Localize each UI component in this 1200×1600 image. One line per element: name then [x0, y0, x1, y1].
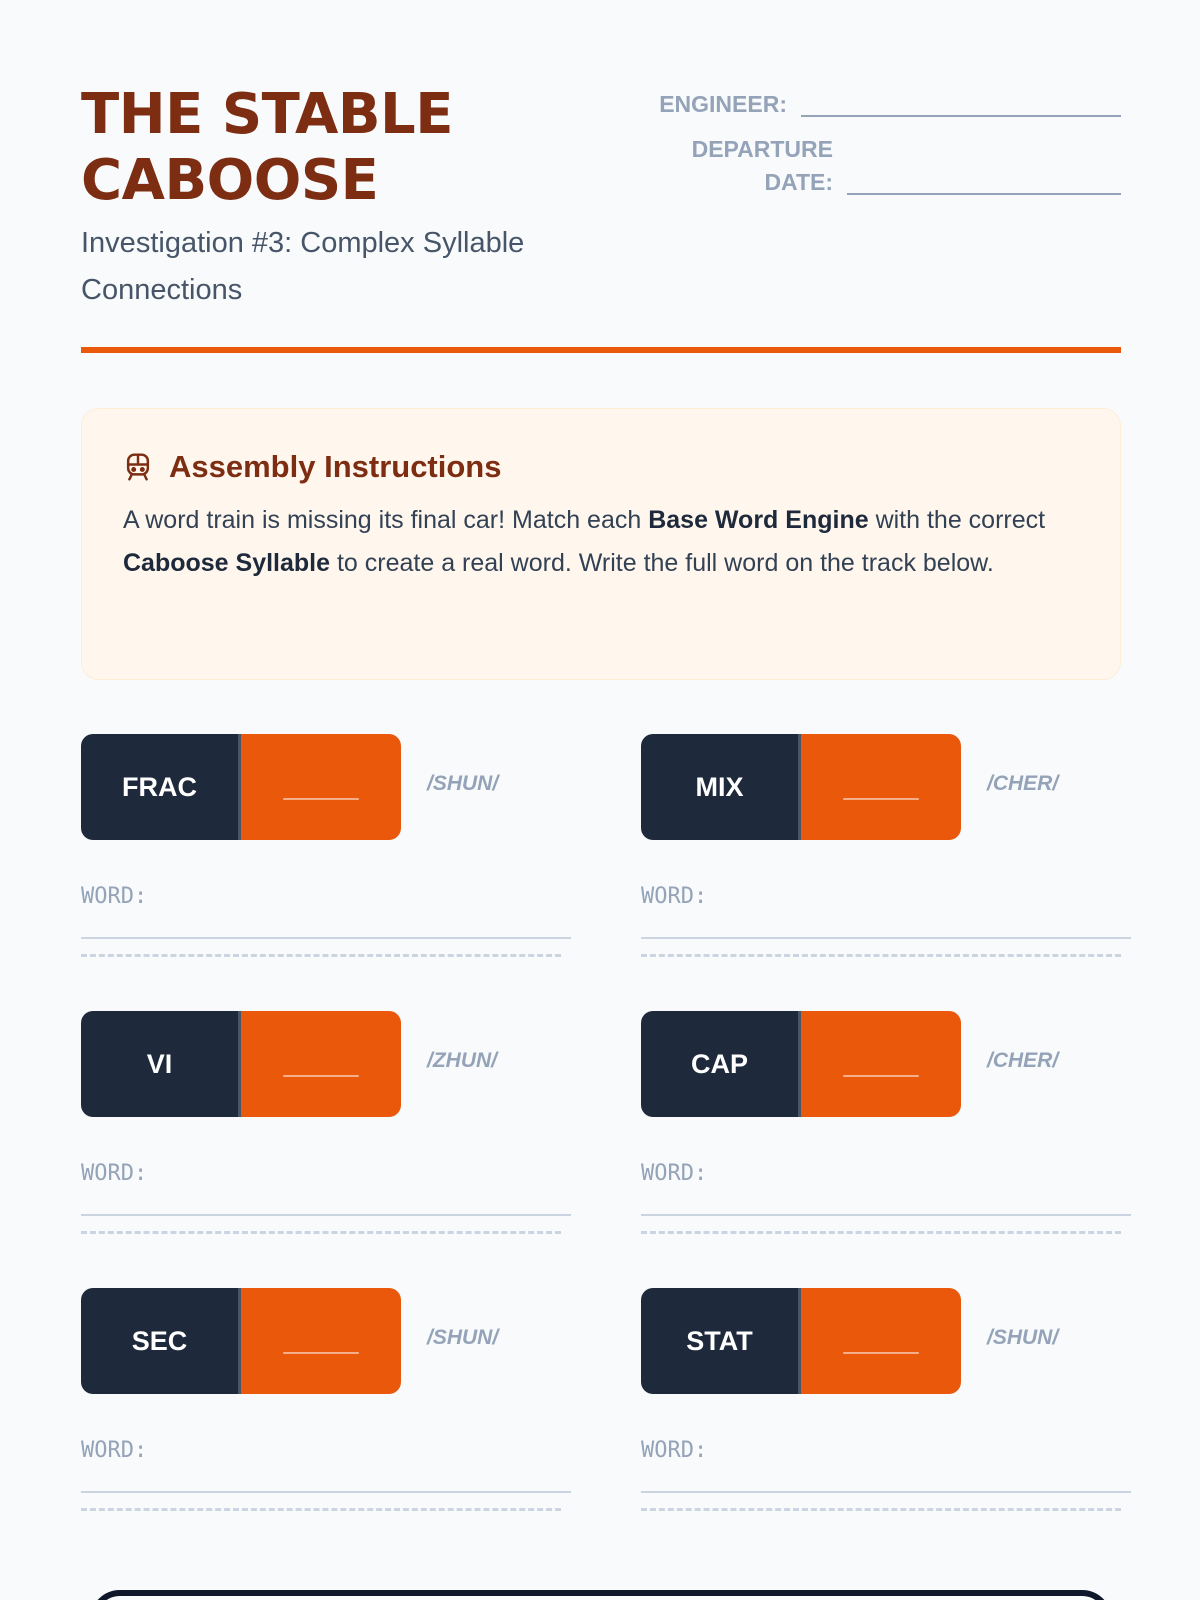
- track-dashed-line: [81, 954, 561, 957]
- header-divider: [81, 347, 1121, 353]
- base-word-engine: FRAC: [81, 734, 241, 840]
- pronunciation-hint: /CHER/: [987, 772, 1059, 795]
- word-writing-line[interactable]: [81, 937, 571, 939]
- track-dashed-line: [641, 1231, 1121, 1234]
- instructions-text: A word train is missing its final car! Match each Base Word Engine with the correct Caboose Syllable to create a real word. Write the full word on the track below.: [123, 506, 1046, 577]
- base-word-engine: STAT: [641, 1288, 801, 1394]
- word-label: WORD:: [81, 884, 148, 909]
- word-label: WORD:: [641, 1161, 708, 1186]
- engineer-label: ENGINEER:: [659, 91, 787, 117]
- caboose-blank[interactable]: _____: [241, 1011, 401, 1117]
- train-cars: [81, 1011, 401, 1117]
- word-label: WORD:: [81, 1438, 148, 1463]
- word-label: WORD:: [641, 884, 708, 909]
- date-label: DEPARTURE DATE:: [691, 136, 833, 195]
- word-train-4: [641, 1011, 1131, 1241]
- train-cars: [81, 1288, 401, 1394]
- word-train-6: [641, 1288, 1131, 1518]
- word-writing-line[interactable]: [81, 1214, 571, 1216]
- train-cars: [641, 1011, 961, 1117]
- page-title: THE STABLE CABOOSE: [81, 82, 453, 213]
- base-word-engine: CAP: [641, 1011, 801, 1117]
- word-writing-line[interactable]: [641, 1491, 1131, 1493]
- word-writing-line[interactable]: [81, 1491, 571, 1493]
- instructions-header: [123, 449, 1079, 485]
- word-train-5: [81, 1288, 571, 1518]
- word-label: WORD:: [641, 1438, 708, 1463]
- page-subtitle: Investigation #3: Complex Syllable Connections: [81, 227, 525, 306]
- caboose-blank[interactable]: _____: [241, 734, 401, 840]
- train-cars: [641, 1288, 961, 1394]
- caboose-blank[interactable]: _____: [801, 1011, 961, 1117]
- word-label: WORD:: [81, 1161, 148, 1186]
- track-dashed-line: [641, 954, 1121, 957]
- engineer-field[interactable]: [651, 88, 1121, 121]
- instructions-title: Assembly Instructions: [169, 449, 502, 484]
- train-icon: [123, 451, 153, 483]
- word-train-2: [641, 734, 1131, 964]
- caboose-blank[interactable]: _____: [801, 734, 961, 840]
- word-train-1: [81, 734, 571, 964]
- base-word-engine: MIX: [641, 734, 801, 840]
- pronunciation-hint: /SHUN/: [987, 1326, 1059, 1349]
- caboose-syllable-term: Caboose Syllable: [123, 549, 331, 577]
- word-writing-line[interactable]: [641, 937, 1131, 939]
- track-dashed-line: [641, 1508, 1121, 1511]
- train-cars: [81, 734, 401, 840]
- caboose-blank[interactable]: _____: [241, 1288, 401, 1394]
- pronunciation-hint: /SHUN/: [427, 772, 499, 795]
- meta-fields: [651, 88, 1121, 199]
- train-cars: [641, 734, 961, 840]
- base-word-engine-term: Base Word Engine: [648, 506, 869, 534]
- base-word-engine: VI: [81, 1011, 241, 1117]
- engineer-line[interactable]: [801, 91, 1121, 117]
- date-field[interactable]: [651, 133, 1121, 199]
- pronunciation-hint: /ZHUN/: [427, 1049, 497, 1072]
- pronunciation-hint: /SHUN/: [427, 1326, 499, 1349]
- track-dashed-line: [81, 1508, 561, 1511]
- word-writing-line[interactable]: [641, 1214, 1131, 1216]
- footer-box-edge: [90, 1590, 1112, 1600]
- caboose-blank[interactable]: _____: [801, 1288, 961, 1394]
- track-dashed-line: [81, 1231, 561, 1234]
- base-word-engine: SEC: [81, 1288, 241, 1394]
- word-train-3: [81, 1011, 571, 1241]
- worksheet-header: [81, 82, 1121, 312]
- pronunciation-hint: /CHER/: [987, 1049, 1059, 1072]
- instructions-box: [81, 408, 1121, 680]
- date-line[interactable]: [847, 169, 1121, 195]
